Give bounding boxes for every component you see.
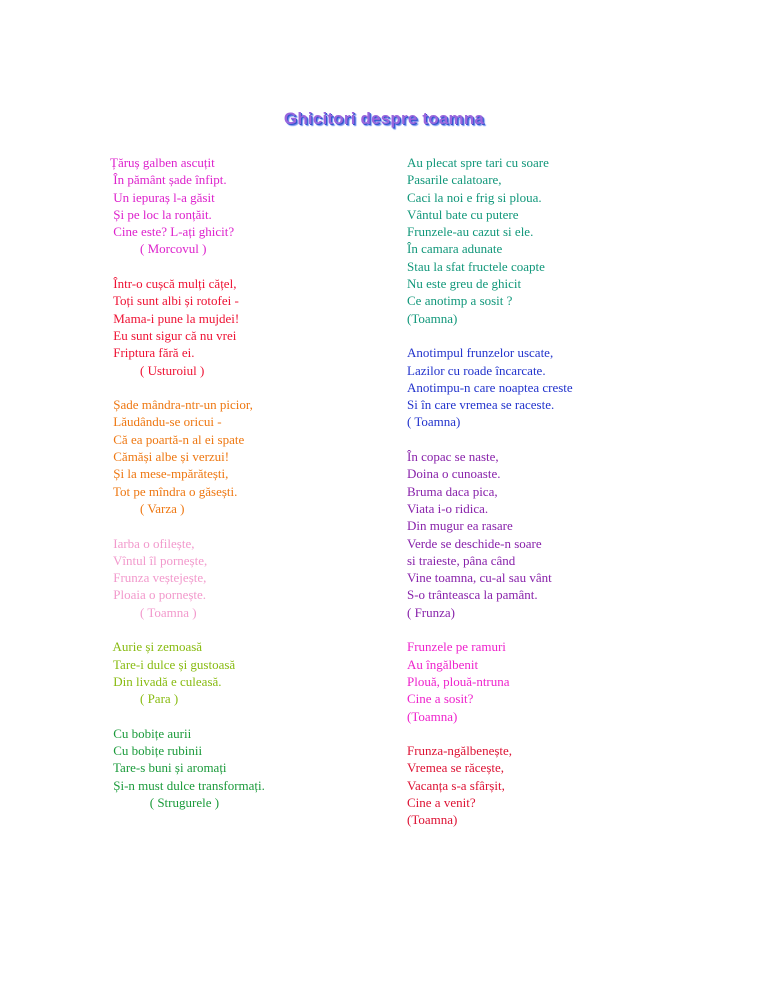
riddle-line: Ploaia o pornește.: [110, 587, 207, 603]
riddle-line: Din livadă e culeasă.: [110, 673, 222, 689]
riddle-line: Frunza-ngălbenește,: [407, 743, 513, 759]
riddle-line: Și-n must dulce transformați.: [110, 777, 265, 793]
riddle-line: si traieste, pâna când: [407, 552, 516, 568]
riddle-line: Toți sunt albi și rotofei -: [110, 293, 239, 309]
riddle-line: Pasarile calatoare,: [407, 172, 502, 188]
riddle-line: Lăudându-se oricui -: [110, 414, 222, 430]
riddle-line: Anotimpul frunzelor uscate,: [407, 345, 554, 361]
left-column: [110, 154, 380, 829]
riddle-line: Caci la noi e frig si ploua.: [407, 189, 542, 205]
riddle-line: Cămăși albe și verzui!: [110, 449, 230, 465]
riddle-line: În camara adunate: [407, 241, 503, 257]
riddle-line: (Toamna): [407, 310, 458, 326]
riddle: [407, 344, 707, 430]
riddle-line: Și la mese-mpărătești,: [110, 466, 229, 482]
riddle-line: (Toamna): [407, 812, 458, 828]
riddle: [407, 448, 707, 621]
riddle-line: Țăruș galben ascuțit: [110, 155, 215, 170]
riddle: [407, 154, 707, 327]
riddle: [110, 638, 380, 707]
riddle-line: Într-o cușcă mulți cățel,: [110, 276, 237, 292]
riddle-line: Vântul bate cu putere: [407, 206, 519, 222]
riddle-line: Mama-i pune la mujdei!: [110, 310, 240, 326]
riddle-line: Vremea se răcește,: [407, 760, 505, 776]
riddle-line: Șade mândra-ntr-un picior,: [110, 397, 253, 413]
riddle-line: Tare-i dulce și gustoasă: [110, 656, 236, 672]
riddle-line: Tare-s buni și aromați: [110, 760, 227, 776]
riddle-line: Lazilor cu roade încarcate.: [407, 362, 546, 378]
riddle-line: ( Toamna): [407, 414, 461, 430]
riddle-line: Cu bobițe aurii: [110, 725, 192, 741]
riddle-line: Din mugur ea rasare: [407, 518, 513, 534]
riddle-answer: ( Varza ): [140, 500, 185, 516]
riddle-answer: ( Morcovul ): [140, 241, 207, 257]
riddle-line: Stau la sfat fructele coapte: [407, 258, 545, 274]
riddle-line: Vine toamna, cu-al sau vânt: [407, 570, 552, 586]
riddle-line: Cine este? L-ați ghicit?: [110, 224, 235, 240]
riddle-answer: ( Strugurele ): [140, 794, 220, 810]
page-title: Ghicitori despre toamna: [283, 109, 485, 128]
riddle-line: ( Frunza): [407, 604, 456, 620]
riddle-answer: ( Usturoiul ): [140, 362, 205, 378]
riddle: [110, 154, 380, 258]
riddle-line: Vîntul îl pornește,: [110, 552, 208, 568]
riddle-line: Doina o cunoaste.: [407, 466, 501, 482]
riddle-line: Bruma daca pica,: [407, 483, 498, 499]
riddle-line: (Toamna): [407, 708, 458, 724]
riddle-line: Frunzele pe ramuri: [407, 639, 506, 655]
riddle: [110, 535, 380, 621]
riddle-answer: ( Para ): [140, 691, 179, 707]
riddle-line: Au îngălbenit: [407, 656, 479, 672]
riddle-line: Frunza veștejește,: [110, 570, 207, 586]
riddle: [407, 742, 707, 828]
riddle-line: S-o trânteasca la pamânt.: [407, 587, 538, 603]
riddle-line: Nu este greu de ghicit: [407, 276, 522, 292]
riddle-line: Au plecat spre tari cu soare: [407, 155, 549, 170]
riddle-line: Și pe loc la ronțăit.: [110, 206, 212, 222]
riddle-line: Eu sunt sigur că nu vrei: [110, 327, 237, 343]
riddle-line: Iarba o ofilește,: [110, 535, 195, 551]
right-column: [407, 154, 707, 846]
riddle-line: Verde se deschide-n soare: [407, 535, 542, 551]
riddle-line: Tot pe mîndra o găsești.: [110, 483, 238, 499]
riddle: [110, 396, 380, 517]
riddle-line: Ce anotimp a sosit ?: [407, 293, 513, 309]
riddle-line: Anotimpu-n care noaptea creste: [407, 379, 573, 395]
riddle-line: Cine a venit?: [407, 794, 476, 810]
riddle-line: Un iepuraș l-a găsit: [110, 189, 215, 205]
riddle-line: Plouă, plouă-ntruna: [407, 673, 510, 689]
riddle-line: În copac se naste,: [407, 449, 499, 465]
riddle-line: Aurie și zemoasă: [110, 639, 203, 655]
riddle-answer: ( Toamna ): [140, 604, 197, 620]
riddle: [407, 638, 707, 724]
riddle-line: Că ea poartă-n al ei spate: [110, 431, 245, 447]
riddle-line: Cu bobițe rubinii: [110, 743, 203, 759]
riddle-line: Cine a sosit?: [407, 691, 474, 707]
riddle-line: În pământ șade înfipt.: [110, 172, 227, 188]
riddle: [110, 275, 380, 379]
riddle-line: Si în care vremea se raceste.: [407, 397, 555, 413]
riddle-line: Viata i-o ridica.: [407, 500, 489, 516]
riddle-line: Frunzele-au cazut si ele.: [407, 224, 534, 240]
riddle: [110, 725, 380, 811]
riddle-line: Vacanța s-a sfârșit,: [407, 777, 505, 793]
riddle-line: Friptura fără ei.: [110, 345, 195, 361]
